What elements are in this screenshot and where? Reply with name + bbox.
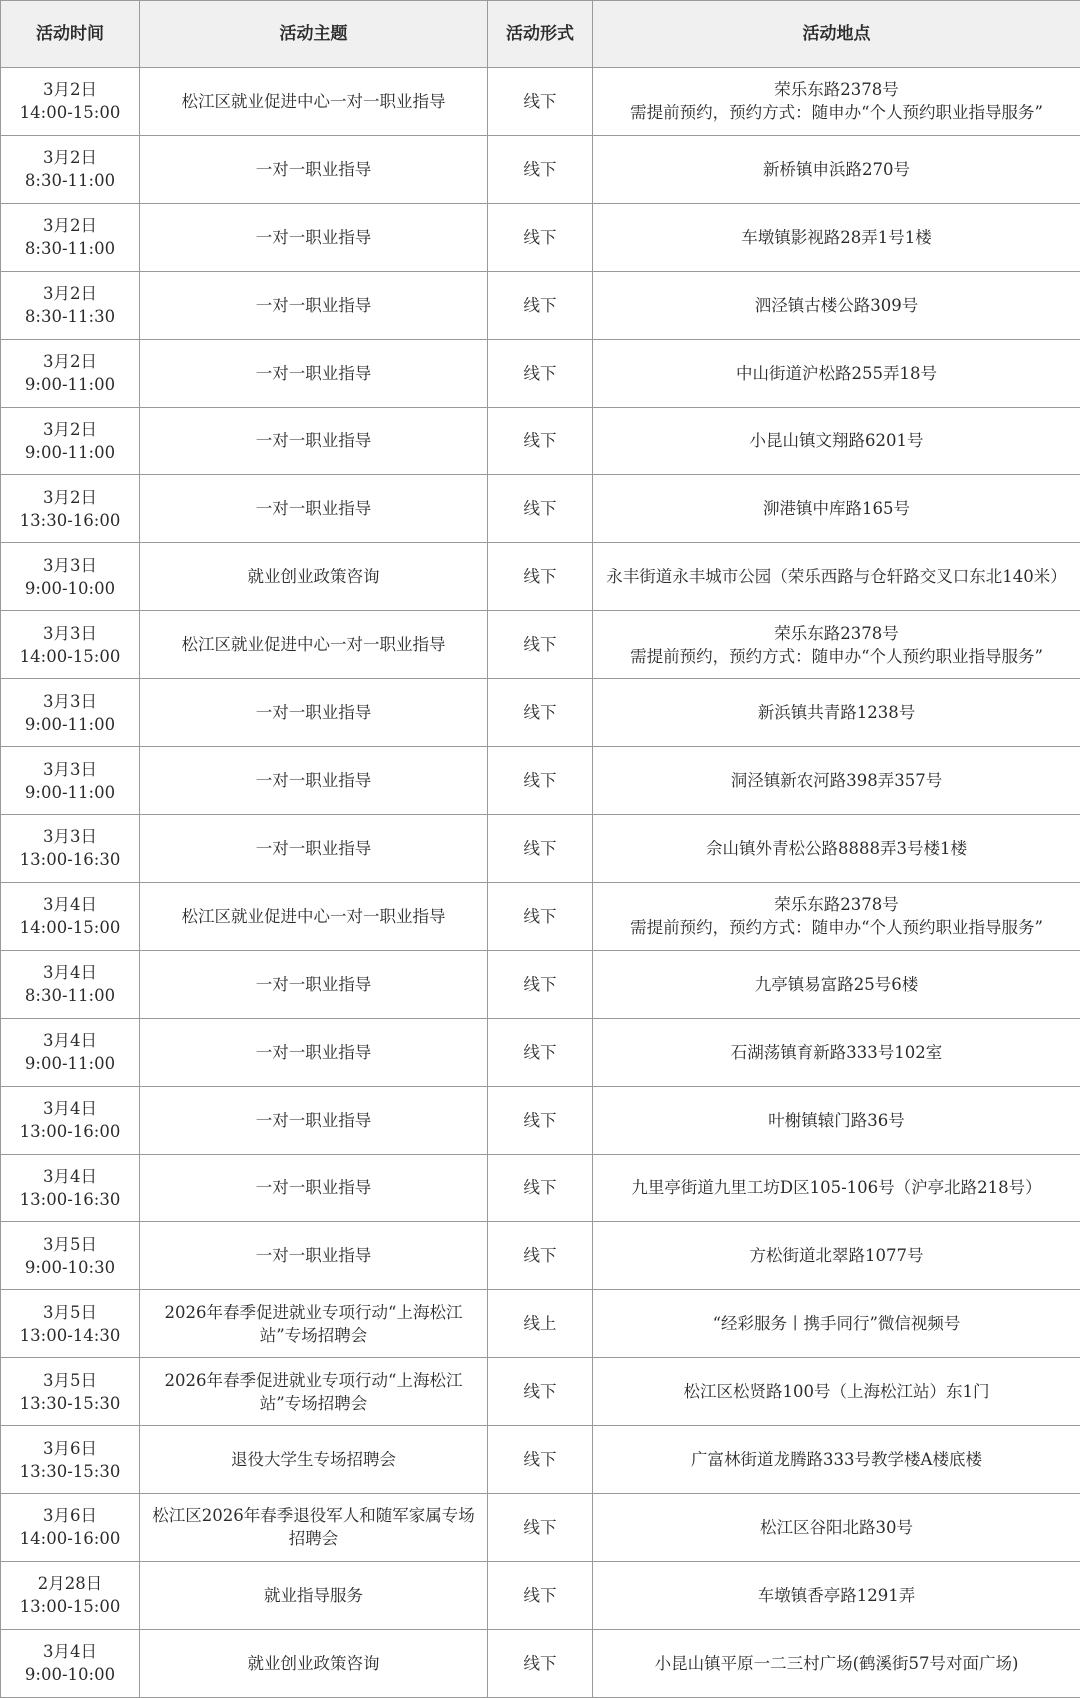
cell-time <box>1 1358 140 1426</box>
activity-date: 3月2日 <box>43 216 97 236</box>
cell-location <box>593 814 1080 882</box>
activity-location: 九亭镇易富路25号6楼 <box>754 974 919 994</box>
activity-time: 13:30-15:30 <box>19 1461 121 1481</box>
cell-form: 线下 <box>488 68 593 136</box>
cell-form: 线下 <box>488 882 593 950</box>
table-row <box>1 611 1080 679</box>
cell-form: 线下 <box>488 475 593 543</box>
activity-time: 14:00-15:00 <box>19 103 121 123</box>
activity-location: 石湖荡镇育新路333号102室 <box>730 1042 943 1062</box>
cell-topic: 一对一职业指导 <box>140 1154 488 1222</box>
appointment-note: 需提前预约，预约方式：随申办“个人预约职业指导服务” <box>630 918 1043 938</box>
activity-date: 3月6日 <box>43 1438 97 1458</box>
activity-location: 洞泾镇新农河路398弄357号 <box>730 771 943 791</box>
table-row <box>1 679 1080 747</box>
activity-location: 中山街道沪松路255弄18号 <box>736 363 937 383</box>
cell-topic: 就业指导服务 <box>140 1561 488 1629</box>
cell-location <box>593 611 1080 679</box>
cell-time <box>1 1086 140 1154</box>
cell-topic: 一对一职业指导 <box>140 339 488 407</box>
activity-location: 泗泾镇古楼公路309号 <box>754 295 919 315</box>
header-row <box>1 1 1080 68</box>
cell-form: 线下 <box>488 407 593 475</box>
activity-location: 泖港镇中库路165号 <box>763 499 910 519</box>
activity-time: 13:00-14:30 <box>19 1325 121 1345</box>
activity-location: 车墩镇影视路28弄1号1楼 <box>741 227 932 247</box>
activity-date: 3月2日 <box>43 487 97 507</box>
activity-date: 3月3日 <box>43 827 97 847</box>
activity-time: 9:00-11:00 <box>24 714 116 734</box>
cell-time <box>1 135 140 203</box>
activity-location: 新浜镇共青路1238号 <box>757 703 916 723</box>
cell-topic: 一对一职业指导 <box>140 271 488 339</box>
table-row <box>1 882 1080 950</box>
cell-topic: 退役大学生专场招聘会 <box>140 1426 488 1494</box>
activity-time: 8:30-11:30 <box>24 307 116 327</box>
cell-form: 线下 <box>488 679 593 747</box>
cell-location <box>593 271 1080 339</box>
activity-time: 13:00-15:00 <box>19 1597 121 1617</box>
table-row <box>1 1629 1080 1697</box>
table-row <box>1 68 1080 136</box>
activity-location: 广富林街道龙腾路333号教学楼A楼底楼 <box>691 1450 982 1470</box>
activity-time: 14:00-15:00 <box>19 918 121 938</box>
cell-form: 线下 <box>488 203 593 271</box>
activity-location: 小昆山镇平原一二三村广场(鹤溪街57号对面广场) <box>654 1653 1019 1673</box>
table-row <box>1 814 1080 882</box>
cell-topic: 一对一职业指导 <box>140 1086 488 1154</box>
activity-date: 3月2日 <box>43 284 97 304</box>
activity-date: 2月28日 <box>37 1574 103 1594</box>
cell-form: 线下 <box>488 1561 593 1629</box>
activity-location: 松江区松贤路100号（上海松江站）东1门 <box>683 1382 990 1402</box>
table-row <box>1 1561 1080 1629</box>
activity-date: 3月3日 <box>43 623 97 643</box>
cell-location <box>593 135 1080 203</box>
cell-topic: 就业创业政策咨询 <box>140 1629 488 1697</box>
table-row <box>1 1154 1080 1222</box>
cell-time <box>1 475 140 543</box>
cell-form: 线下 <box>488 1426 593 1494</box>
table-row <box>1 950 1080 1018</box>
activity-date: 3月4日 <box>43 1166 97 1186</box>
cell-time <box>1 611 140 679</box>
activity-time: 9:00-11:00 <box>24 782 116 802</box>
activity-time: 13:00-16:00 <box>19 1122 121 1142</box>
cell-form: 线下 <box>488 611 593 679</box>
activity-location: 小昆山镇文翔路6201号 <box>749 431 924 451</box>
header-topic: 活动主题 <box>140 1 488 68</box>
table-row <box>1 1358 1080 1426</box>
cell-location <box>593 1222 1080 1290</box>
cell-time <box>1 1426 140 1494</box>
activity-date: 3月5日 <box>43 1234 97 1254</box>
cell-topic: 2026年春季促进就业专项行动“上海松江站”专场招聘会 <box>140 1290 488 1358</box>
activity-location: 荣乐东路2378号 <box>774 623 899 643</box>
table-row <box>1 1426 1080 1494</box>
cell-topic: 松江区就业促进中心一对一职业指导 <box>140 882 488 950</box>
cell-location <box>593 882 1080 950</box>
activity-location: 荣乐东路2378号 <box>774 895 899 915</box>
cell-time <box>1 543 140 611</box>
cell-form: 线下 <box>488 1154 593 1222</box>
table-row <box>1 407 1080 475</box>
activity-time: 13:00-16:30 <box>19 850 121 870</box>
cell-time <box>1 814 140 882</box>
cell-location <box>593 1494 1080 1562</box>
cell-location <box>593 1561 1080 1629</box>
table-row <box>1 543 1080 611</box>
activity-location: 永丰街道永丰城市公园（荣乐西路与仓轩路交叉口东北140米） <box>606 567 1067 587</box>
activity-location: 方松街道北翠路1077号 <box>749 1246 924 1266</box>
activity-time: 9:00-11:00 <box>24 1054 116 1074</box>
table-row <box>1 203 1080 271</box>
activity-time: 8:30-11:00 <box>24 239 116 259</box>
cell-topic: 松江区就业促进中心一对一职业指导 <box>140 611 488 679</box>
cell-time <box>1 1561 140 1629</box>
table-row <box>1 747 1080 815</box>
cell-topic: 一对一职业指导 <box>140 1018 488 1086</box>
activity-time: 9:00-11:00 <box>24 442 116 462</box>
activity-date: 3月4日 <box>43 895 97 915</box>
activity-date: 3月4日 <box>43 1642 97 1662</box>
activity-date: 3月6日 <box>43 1506 97 1526</box>
cell-time <box>1 68 140 136</box>
cell-form: 线上 <box>488 1290 593 1358</box>
table-row <box>1 475 1080 543</box>
cell-location <box>593 950 1080 1018</box>
table-row <box>1 271 1080 339</box>
cell-topic: 一对一职业指导 <box>140 747 488 815</box>
cell-time <box>1 271 140 339</box>
cell-topic: 一对一职业指导 <box>140 203 488 271</box>
cell-time <box>1 747 140 815</box>
cell-topic: 一对一职业指导 <box>140 950 488 1018</box>
activity-date: 3月4日 <box>43 1099 97 1119</box>
activity-date: 3月3日 <box>43 759 97 779</box>
activity-time: 13:00-16:30 <box>19 1189 121 1209</box>
cell-topic: 一对一职业指导 <box>140 407 488 475</box>
activity-location: 松江区谷阳北路30号 <box>760 1517 913 1537</box>
cell-time <box>1 679 140 747</box>
cell-location <box>593 679 1080 747</box>
cell-form: 线下 <box>488 543 593 611</box>
cell-location <box>593 407 1080 475</box>
activity-date: 3月2日 <box>43 80 97 100</box>
activity-date: 3月2日 <box>43 352 97 372</box>
cell-form: 线下 <box>488 950 593 1018</box>
activity-time: 9:00-11:00 <box>24 375 116 395</box>
activity-location: 新桥镇申浜路270号 <box>763 159 910 179</box>
cell-time <box>1 950 140 1018</box>
cell-form: 线下 <box>488 1358 593 1426</box>
activity-date: 3月3日 <box>43 691 97 711</box>
cell-time <box>1 407 140 475</box>
cell-form: 线下 <box>488 271 593 339</box>
cell-location <box>593 543 1080 611</box>
activity-time: 14:00-16:00 <box>19 1529 121 1549</box>
cell-location <box>593 747 1080 815</box>
cell-form: 线下 <box>488 747 593 815</box>
appointment-note: 需提前预约，预约方式：随申办“个人预约职业指导服务” <box>630 646 1043 666</box>
table-row <box>1 339 1080 407</box>
activity-location: 九里亭街道九里工坊D区105-106号（沪亭北路218号） <box>631 1178 1042 1198</box>
cell-time <box>1 1018 140 1086</box>
activity-time: 9:00-10:30 <box>24 1257 116 1277</box>
activity-date: 3月2日 <box>43 148 97 168</box>
activity-time: 13:30-15:30 <box>19 1393 121 1413</box>
cell-location <box>593 1358 1080 1426</box>
cell-time <box>1 1222 140 1290</box>
cell-location <box>593 68 1080 136</box>
cell-form: 线下 <box>488 1086 593 1154</box>
cell-form: 线下 <box>488 1629 593 1697</box>
table-row <box>1 1290 1080 1358</box>
cell-time <box>1 882 140 950</box>
cell-time <box>1 1290 140 1358</box>
cell-time <box>1 1629 140 1697</box>
cell-form: 线下 <box>488 1222 593 1290</box>
header-time: 活动时间 <box>1 1 140 68</box>
cell-form: 线下 <box>488 1494 593 1562</box>
activity-date: 3月3日 <box>43 555 97 575</box>
cell-topic: 一对一职业指导 <box>140 679 488 747</box>
cell-location <box>593 475 1080 543</box>
cell-topic: 一对一职业指导 <box>140 135 488 203</box>
table-row <box>1 1086 1080 1154</box>
table-row <box>1 1018 1080 1086</box>
cell-time <box>1 339 140 407</box>
cell-location <box>593 1290 1080 1358</box>
cell-location <box>593 1426 1080 1494</box>
activity-date: 3月2日 <box>43 419 97 439</box>
cell-time <box>1 1154 140 1222</box>
cell-topic: 松江区2026年春季退役军人和随军家属专场招聘会 <box>140 1494 488 1562</box>
table-row <box>1 1222 1080 1290</box>
activity-date: 3月5日 <box>43 1302 97 1322</box>
cell-form: 线下 <box>488 135 593 203</box>
cell-time <box>1 203 140 271</box>
activity-date: 3月4日 <box>43 1031 97 1051</box>
cell-location <box>593 203 1080 271</box>
cell-topic: 一对一职业指导 <box>140 814 488 882</box>
cell-time <box>1 1494 140 1562</box>
cell-topic: 2026年春季促进就业专项行动“上海松江站”专场招聘会 <box>140 1358 488 1426</box>
activity-location: 佘山镇外青松公路8888弄3号楼1楼 <box>706 838 967 858</box>
cell-form: 线下 <box>488 814 593 882</box>
cell-form: 线下 <box>488 1018 593 1086</box>
cell-location <box>593 1154 1080 1222</box>
activity-location: 荣乐东路2378号 <box>774 80 899 100</box>
cell-location <box>593 1629 1080 1697</box>
activity-time: 8:30-11:00 <box>24 171 116 191</box>
cell-topic: 一对一职业指导 <box>140 475 488 543</box>
activity-location: 叶榭镇辕门路36号 <box>768 1110 905 1130</box>
activity-date: 3月5日 <box>43 1370 97 1390</box>
activity-date: 3月4日 <box>43 963 97 983</box>
table-row <box>1 1494 1080 1562</box>
header-form: 活动形式 <box>488 1 593 68</box>
activity-time: 14:00-15:00 <box>19 646 121 666</box>
cell-location <box>593 1018 1080 1086</box>
table-row <box>1 135 1080 203</box>
activity-location: 车墩镇香亭路1291弄 <box>757 1585 916 1605</box>
cell-topic: 一对一职业指导 <box>140 1222 488 1290</box>
activity-time: 13:30-16:00 <box>19 510 121 530</box>
activity-time: 9:00-10:00 <box>24 578 116 598</box>
activity-time: 9:00-10:00 <box>24 1665 116 1685</box>
appointment-note: 需提前预约，预约方式：随申办“个人预约职业指导服务” <box>630 103 1043 123</box>
activity-time: 8:30-11:00 <box>24 986 116 1006</box>
cell-location <box>593 339 1080 407</box>
cell-location <box>593 1086 1080 1154</box>
cell-topic: 就业创业政策咨询 <box>140 543 488 611</box>
cell-form: 线下 <box>488 339 593 407</box>
cell-topic: 松江区就业促进中心一对一职业指导 <box>140 68 488 136</box>
header-location: 活动地点 <box>593 1 1080 68</box>
activity-location: “经彩服务丨携手同行”微信视频号 <box>712 1314 961 1334</box>
